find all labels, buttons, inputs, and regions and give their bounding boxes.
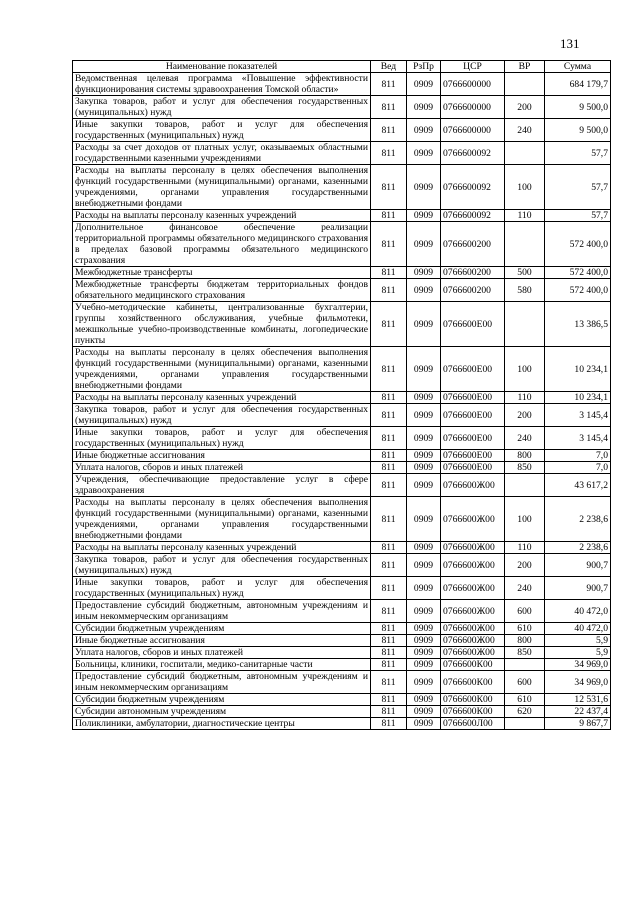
cell-vr: 200 bbox=[505, 404, 545, 427]
cell-csr: 0766600Ж00 bbox=[441, 542, 505, 554]
cell-vr: 850 bbox=[505, 647, 545, 659]
cell-vr: 600 bbox=[505, 600, 545, 623]
header-sum: Сумма bbox=[545, 61, 611, 73]
cell-name: Закупка товаров, работ и услуг для обеспечения государственных (муниципальных) нужд bbox=[73, 554, 371, 577]
cell-ved: 811 bbox=[371, 659, 407, 671]
cell-rzpr: 0909 bbox=[407, 267, 441, 279]
cell-ved: 811 bbox=[371, 302, 407, 347]
cell-rzpr: 0909 bbox=[407, 706, 441, 718]
table-row bbox=[73, 474, 611, 497]
cell-rzpr: 0909 bbox=[407, 497, 441, 542]
cell-ved: 811 bbox=[371, 279, 407, 302]
cell-rzpr: 0909 bbox=[407, 427, 441, 450]
cell-name: Расходы за счет доходов от платных услуг, оказываемых областными государственными казенными учреждениями bbox=[73, 142, 371, 165]
cell-rzpr: 0909 bbox=[407, 210, 441, 222]
table-row bbox=[73, 404, 611, 427]
cell-rzpr: 0909 bbox=[407, 450, 441, 462]
cell-rzpr: 0909 bbox=[407, 462, 441, 474]
cell-sum: 13 386,5 bbox=[545, 302, 611, 347]
cell-sum: 57,7 bbox=[545, 165, 611, 210]
table-header-row bbox=[73, 61, 611, 73]
cell-sum: 34 969,0 bbox=[545, 659, 611, 671]
cell-ved: 811 bbox=[371, 210, 407, 222]
table-row bbox=[73, 647, 611, 659]
cell-vr bbox=[505, 142, 545, 165]
table-row bbox=[73, 659, 611, 671]
cell-name: Расходы на выплаты персоналу казенных учреждений bbox=[73, 542, 371, 554]
cell-ved: 811 bbox=[371, 718, 407, 730]
cell-csr: 0766600092 bbox=[441, 142, 505, 165]
cell-name: Субсидии бюджетным учреждениям bbox=[73, 623, 371, 635]
cell-vr: 620 bbox=[505, 706, 545, 718]
cell-name: Иные бюджетные ассигнования bbox=[73, 635, 371, 647]
cell-rzpr: 0909 bbox=[407, 623, 441, 635]
header-name: Наименование показателей bbox=[73, 61, 371, 73]
cell-sum: 572 400,0 bbox=[545, 222, 611, 267]
cell-sum: 2 238,6 bbox=[545, 542, 611, 554]
cell-rzpr: 0909 bbox=[407, 96, 441, 119]
table-row bbox=[73, 706, 611, 718]
cell-name: Поликлиники, амбулатории, диагностические центры bbox=[73, 718, 371, 730]
cell-sum: 684 179,7 bbox=[545, 73, 611, 96]
cell-vr: 100 bbox=[505, 347, 545, 392]
cell-rzpr: 0909 bbox=[407, 671, 441, 694]
cell-csr: 0766600Л00 bbox=[441, 718, 505, 730]
cell-ved: 811 bbox=[371, 427, 407, 450]
cell-name: Межбюджетные трансферты bbox=[73, 267, 371, 279]
header-csr: ЦСР bbox=[441, 61, 505, 73]
cell-csr: 0766600Ж00 bbox=[441, 497, 505, 542]
cell-csr: 0766600Ж00 bbox=[441, 635, 505, 647]
cell-sum: 572 400,0 bbox=[545, 267, 611, 279]
cell-rzpr: 0909 bbox=[407, 73, 441, 96]
cell-ved: 811 bbox=[371, 647, 407, 659]
cell-sum: 9 500,0 bbox=[545, 119, 611, 142]
cell-rzpr: 0909 bbox=[407, 165, 441, 210]
cell-sum: 5,9 bbox=[545, 647, 611, 659]
cell-ved: 811 bbox=[371, 694, 407, 706]
cell-name: Больницы, клиники, госпитали, медико-санитарные части bbox=[73, 659, 371, 671]
cell-csr: 0766600Ж00 bbox=[441, 474, 505, 497]
cell-sum: 3 145,4 bbox=[545, 404, 611, 427]
cell-name: Межбюджетные трансферты бюджетам территориальных фондов обязательного медицинского страхования bbox=[73, 279, 371, 302]
cell-csr: 0766600К00 bbox=[441, 659, 505, 671]
cell-csr: 0766600092 bbox=[441, 165, 505, 210]
cell-csr: 0766600Ж00 bbox=[441, 647, 505, 659]
cell-name: Предоставление субсидий бюджетным, автономным учреждениям и иным некоммерческим организациям bbox=[73, 600, 371, 623]
table-row bbox=[73, 542, 611, 554]
cell-name: Расходы на выплаты персоналу казенных учреждений bbox=[73, 392, 371, 404]
cell-vr bbox=[505, 302, 545, 347]
cell-ved: 811 bbox=[371, 404, 407, 427]
cell-sum: 34 969,0 bbox=[545, 671, 611, 694]
cell-csr: 0766600092 bbox=[441, 210, 505, 222]
cell-name: Ведомственная целевая программа «Повышение эффективности функционирования системы здравоохранения Томской области» bbox=[73, 73, 371, 96]
table-row bbox=[73, 623, 611, 635]
cell-csr: 0766600Ж00 bbox=[441, 623, 505, 635]
cell-name: Субсидии бюджетным учреждениям bbox=[73, 694, 371, 706]
cell-name: Учреждения, обеспечивающие предоставление услуг в сфере здравоохранения bbox=[73, 474, 371, 497]
cell-name: Расходы на выплаты персоналу в целях обеспечения выполнения функций государственными (муниципальными) органами, казенными учреждениями, органами управления государственными внебюджетными фондами bbox=[73, 497, 371, 542]
cell-ved: 811 bbox=[371, 73, 407, 96]
table-row bbox=[73, 165, 611, 210]
cell-name: Субсидии автономным учреждениям bbox=[73, 706, 371, 718]
cell-vr: 500 bbox=[505, 267, 545, 279]
cell-ved: 811 bbox=[371, 142, 407, 165]
table-row bbox=[73, 392, 611, 404]
table-row bbox=[73, 142, 611, 165]
budget-table bbox=[72, 60, 611, 730]
cell-vr: 610 bbox=[505, 694, 545, 706]
cell-name: Предоставление субсидий бюджетным, автономным учреждениям и иным некоммерческим организациям bbox=[73, 671, 371, 694]
cell-ved: 811 bbox=[371, 671, 407, 694]
cell-ved: 811 bbox=[371, 347, 407, 392]
cell-csr: 0766600Е00 bbox=[441, 302, 505, 347]
cell-vr bbox=[505, 222, 545, 267]
cell-vr: 850 bbox=[505, 462, 545, 474]
cell-csr: 0766600000 bbox=[441, 96, 505, 119]
table-row bbox=[73, 497, 611, 542]
cell-sum: 40 472,0 bbox=[545, 600, 611, 623]
cell-csr: 0766600Ж00 bbox=[441, 600, 505, 623]
cell-rzpr: 0909 bbox=[407, 279, 441, 302]
cell-name: Иные закупки товаров, работ и услуг для обеспечения государственных (муниципальных) нужд bbox=[73, 119, 371, 142]
cell-ved: 811 bbox=[371, 474, 407, 497]
cell-sum: 10 234,1 bbox=[545, 347, 611, 392]
table-row bbox=[73, 427, 611, 450]
cell-ved: 811 bbox=[371, 554, 407, 577]
cell-sum: 3 145,4 bbox=[545, 427, 611, 450]
cell-vr: 200 bbox=[505, 554, 545, 577]
cell-vr bbox=[505, 718, 545, 730]
cell-csr: 0766600К00 bbox=[441, 706, 505, 718]
cell-name: Иные закупки товаров, работ и услуг для обеспечения государственных (муниципальных) нужд bbox=[73, 427, 371, 450]
cell-csr: 0766600000 bbox=[441, 73, 505, 96]
cell-ved: 811 bbox=[371, 542, 407, 554]
cell-csr: 0766600К00 bbox=[441, 671, 505, 694]
cell-name: Учебно-методические кабинеты, централизованные бухгалтерии, группы хозяйственного обслуживания, учебные фильмотеки, межшкольные учебно-производственные комбинаты, логопедические пункты bbox=[73, 302, 371, 347]
cell-sum: 900,7 bbox=[545, 554, 611, 577]
table-row bbox=[73, 267, 611, 279]
table-row bbox=[73, 73, 611, 96]
cell-rzpr: 0909 bbox=[407, 635, 441, 647]
header-vr: ВР bbox=[505, 61, 545, 73]
cell-vr bbox=[505, 659, 545, 671]
cell-sum: 9 867,7 bbox=[545, 718, 611, 730]
cell-vr: 200 bbox=[505, 96, 545, 119]
cell-ved: 811 bbox=[371, 497, 407, 542]
cell-ved: 811 bbox=[371, 577, 407, 600]
table-row bbox=[73, 347, 611, 392]
table-row bbox=[73, 718, 611, 730]
cell-rzpr: 0909 bbox=[407, 222, 441, 267]
table-row bbox=[73, 96, 611, 119]
cell-csr: 0766600200 bbox=[441, 222, 505, 267]
cell-csr: 0766600Е00 bbox=[441, 392, 505, 404]
cell-sum: 22 437,4 bbox=[545, 706, 611, 718]
table-row bbox=[73, 600, 611, 623]
cell-name: Иные бюджетные ассигнования bbox=[73, 450, 371, 462]
cell-csr: 0766600Е00 bbox=[441, 347, 505, 392]
cell-rzpr: 0909 bbox=[407, 577, 441, 600]
cell-rzpr: 0909 bbox=[407, 347, 441, 392]
cell-vr: 600 bbox=[505, 671, 545, 694]
cell-csr: 0766600200 bbox=[441, 267, 505, 279]
cell-name: Уплата налогов, сборов и иных платежей bbox=[73, 462, 371, 474]
cell-ved: 811 bbox=[371, 96, 407, 119]
cell-sum: 7,0 bbox=[545, 450, 611, 462]
cell-sum: 57,7 bbox=[545, 210, 611, 222]
cell-rzpr: 0909 bbox=[407, 119, 441, 142]
cell-rzpr: 0909 bbox=[407, 647, 441, 659]
cell-csr: 0766600Ж00 bbox=[441, 554, 505, 577]
table-body bbox=[73, 73, 611, 730]
cell-name: Уплата налогов, сборов и иных платежей bbox=[73, 647, 371, 659]
table-row bbox=[73, 302, 611, 347]
cell-ved: 811 bbox=[371, 392, 407, 404]
cell-vr: 610 bbox=[505, 623, 545, 635]
cell-sum: 2 238,6 bbox=[545, 497, 611, 542]
cell-vr: 800 bbox=[505, 635, 545, 647]
cell-sum: 10 234,1 bbox=[545, 392, 611, 404]
cell-name: Расходы на выплаты персоналу казенных учреждений bbox=[73, 210, 371, 222]
cell-ved: 811 bbox=[371, 450, 407, 462]
cell-rzpr: 0909 bbox=[407, 392, 441, 404]
cell-ved: 811 bbox=[371, 600, 407, 623]
cell-name: Иные закупки товаров, работ и услуг для обеспечения государственных (муниципальных) нужд bbox=[73, 577, 371, 600]
cell-sum: 40 472,0 bbox=[545, 623, 611, 635]
cell-rzpr: 0909 bbox=[407, 404, 441, 427]
table-row bbox=[73, 279, 611, 302]
cell-ved: 811 bbox=[371, 635, 407, 647]
table-row bbox=[73, 119, 611, 142]
cell-csr: 0766600Е00 bbox=[441, 404, 505, 427]
cell-rzpr: 0909 bbox=[407, 542, 441, 554]
cell-sum: 7,0 bbox=[545, 462, 611, 474]
cell-sum: 572 400,0 bbox=[545, 279, 611, 302]
cell-vr: 100 bbox=[505, 497, 545, 542]
cell-csr: 0766600Ж00 bbox=[441, 577, 505, 600]
cell-vr bbox=[505, 73, 545, 96]
cell-ved: 811 bbox=[371, 165, 407, 210]
cell-sum: 5,9 bbox=[545, 635, 611, 647]
header-rzpr: РзПр bbox=[407, 61, 441, 73]
cell-ved: 811 bbox=[371, 119, 407, 142]
cell-name: Расходы на выплаты персоналу в целях обеспечения выполнения функций государственными (муниципальными) органами, казенными учреждениями, органами управления государственными внебюджетными фондами bbox=[73, 347, 371, 392]
cell-vr: 110 bbox=[505, 542, 545, 554]
cell-rzpr: 0909 bbox=[407, 659, 441, 671]
cell-vr: 110 bbox=[505, 210, 545, 222]
cell-sum: 57,7 bbox=[545, 142, 611, 165]
table-row bbox=[73, 577, 611, 600]
cell-vr: 240 bbox=[505, 119, 545, 142]
cell-rzpr: 0909 bbox=[407, 600, 441, 623]
cell-vr: 580 bbox=[505, 279, 545, 302]
cell-vr bbox=[505, 474, 545, 497]
cell-csr: 0766600000 bbox=[441, 119, 505, 142]
cell-vr: 240 bbox=[505, 427, 545, 450]
cell-sum: 43 617,2 bbox=[545, 474, 611, 497]
cell-csr: 0766600200 bbox=[441, 279, 505, 302]
header-ved: Вед bbox=[371, 61, 407, 73]
cell-ved: 811 bbox=[371, 222, 407, 267]
cell-vr: 240 bbox=[505, 577, 545, 600]
cell-ved: 811 bbox=[371, 706, 407, 718]
cell-name: Расходы на выплаты персоналу в целях обеспечения выполнения функций государственными (муниципальными) органами, казенными учреждениями, органами управления государственными внебюджетными фондами bbox=[73, 165, 371, 210]
cell-rzpr: 0909 bbox=[407, 302, 441, 347]
table-row bbox=[73, 694, 611, 706]
cell-rzpr: 0909 bbox=[407, 554, 441, 577]
cell-vr: 100 bbox=[505, 165, 545, 210]
cell-rzpr: 0909 bbox=[407, 474, 441, 497]
table-row bbox=[73, 210, 611, 222]
table-row bbox=[73, 450, 611, 462]
cell-ved: 811 bbox=[371, 267, 407, 279]
page-number: 131 bbox=[560, 36, 580, 51]
cell-vr: 800 bbox=[505, 450, 545, 462]
cell-vr: 110 bbox=[505, 392, 545, 404]
cell-sum: 900,7 bbox=[545, 577, 611, 600]
cell-csr: 0766600Е00 bbox=[441, 427, 505, 450]
cell-rzpr: 0909 bbox=[407, 694, 441, 706]
cell-sum: 12 531,6 bbox=[545, 694, 611, 706]
cell-ved: 811 bbox=[371, 462, 407, 474]
table-row bbox=[73, 462, 611, 474]
table-row bbox=[73, 222, 611, 267]
cell-csr: 0766600Е00 bbox=[441, 450, 505, 462]
cell-name: Дополнительное финансовое обеспечение реализации территориальной программы обязательного медицинского страхования в пределах базовой программы обязательного медицинского страхования bbox=[73, 222, 371, 267]
cell-ved: 811 bbox=[371, 623, 407, 635]
cell-name: Закупка товаров, работ и услуг для обеспечения государственных (муниципальных) нужд bbox=[73, 404, 371, 427]
table-row bbox=[73, 635, 611, 647]
table-row bbox=[73, 554, 611, 577]
cell-csr: 0766600К00 bbox=[441, 694, 505, 706]
cell-csr: 0766600Е00 bbox=[441, 462, 505, 474]
cell-sum: 9 500,0 bbox=[545, 96, 611, 119]
cell-rzpr: 0909 bbox=[407, 718, 441, 730]
table-row bbox=[73, 671, 611, 694]
cell-rzpr: 0909 bbox=[407, 142, 441, 165]
cell-name: Закупка товаров, работ и услуг для обеспечения государственных (муниципальных) нужд bbox=[73, 96, 371, 119]
